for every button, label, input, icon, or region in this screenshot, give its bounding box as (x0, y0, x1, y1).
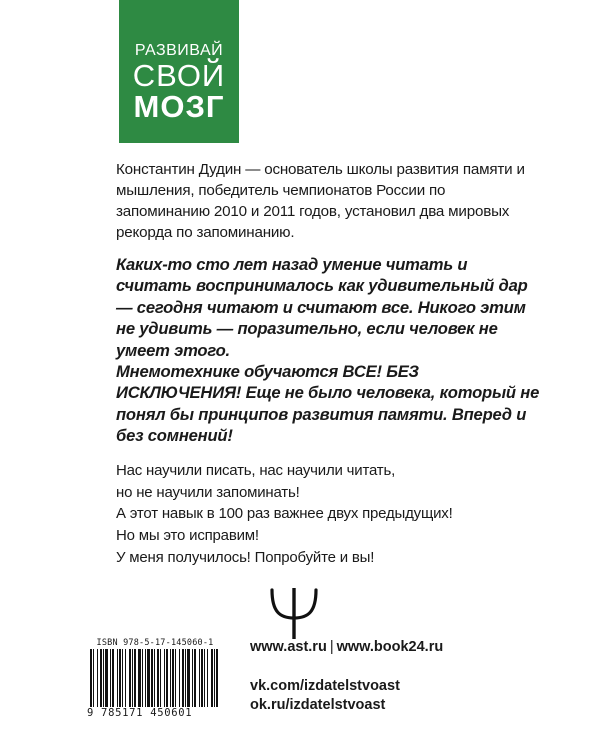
barcode-block (87, 638, 223, 728)
closing-line: У меня получилось! Попробуйте и вы! (116, 548, 375, 566)
ok-link[interactable]: ok.ru/izdatelstvoast (250, 697, 386, 713)
badge-line-3: МОЗГ (133, 89, 225, 124)
author-quote (116, 254, 546, 447)
closing-line: А этот навык в 100 раз важнее двух предыдущих! (116, 505, 453, 523)
series-badge (119, 0, 239, 143)
author-bio-text: — основатель школы развития памяти и мышления, победитель чемпионатов России по запоминанию 2010 и 2011 годов, установил два мировых рекорда по запоминанию. (116, 161, 525, 241)
quote-paragraph-2: Мнемотехнике обучаются ВСЕ! БЕЗ ИСКЛЮЧЕНИЯ! Еще не было человека, который не понял бы принципов развития памяти. Вперед и без сомнений! (116, 362, 540, 446)
closing-line: Но мы это исправим! (116, 527, 259, 545)
closing-line: но не научили запоминать! (116, 483, 300, 501)
isbn-label: ISBN 978-5-17-145060-1 (96, 638, 214, 648)
closing-line: Нас научили писать, нас научили читать, (116, 462, 396, 479)
author-name: Константин Дудин (116, 161, 242, 178)
psi-icon (268, 586, 320, 640)
closing-lines (116, 460, 556, 569)
badge-line-2: СВОЙ (132, 58, 226, 93)
barcode-icon (87, 649, 223, 709)
site-separator: | (329, 639, 334, 655)
quote-paragraph-1: Каких-то сто лет назад умение читать и считать воспринималось как удивительный дар — сегодня читают и считают все. Никого этим не удивить — поразительно, если человек не умеет этого. (116, 255, 528, 360)
site-link-book24[interactable]: www.book24.ru (336, 639, 444, 655)
author-bio (116, 159, 536, 243)
barcode-number: 9 785171 450601 (87, 707, 193, 719)
site-link-ast[interactable]: www.ast.ru (250, 639, 327, 655)
badge-line-1: РАЗВИВАЙ (134, 42, 224, 59)
publisher-sites (250, 639, 443, 655)
vk-link[interactable]: vk.com/izdatelstvoast (250, 678, 400, 694)
